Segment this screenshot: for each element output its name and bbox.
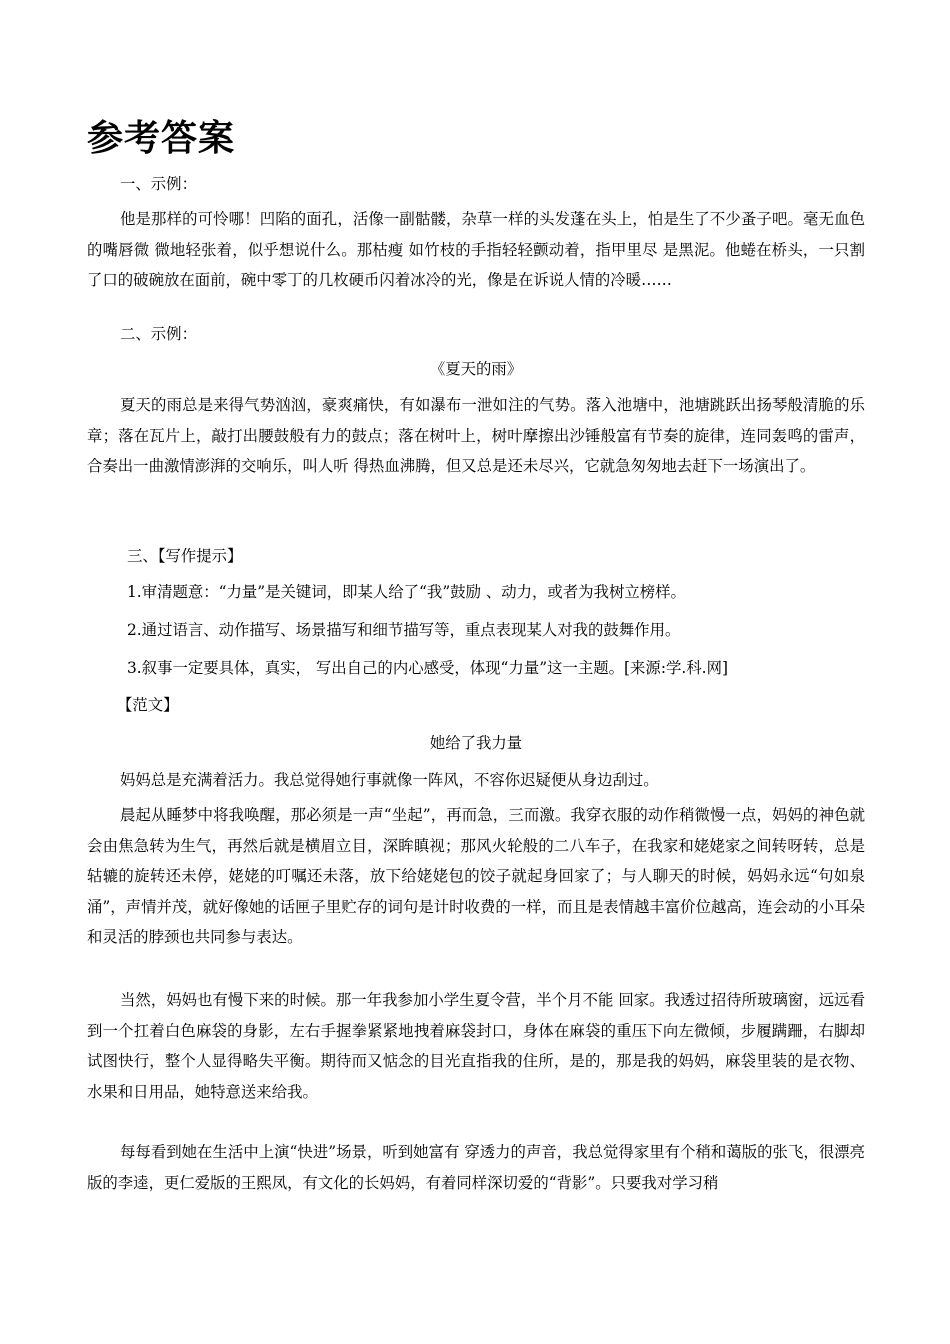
section-3-heading: 三、【写作提示】 — [127, 547, 243, 565]
writing-tip: 3.叙事一定要具体，真实， 写出自己的内心感受，体现“力量”这一主题。[来源:学.科.网] — [127, 659, 728, 677]
writing-tip: 1.审清题意：“力量”是关键词，即某人给了“我”鼓励 、动力，或者为我树立榜样。 — [127, 583, 686, 601]
essay-title: 《夏天的雨》 — [429, 360, 523, 378]
section-1-paragraph: 他是那样的可怜哪！凹陷的面孔，活像一副骷髅，杂草一样的头发蓬在头上，怕是生了不少蚤子吧。毫无血色的嘴唇微 微地轻张着，似乎想说什么。那枯瘦 如竹枝的手指轻轻颤动着，指甲里尽 是黑泥。他蜷在桥头，一只割了口的破碗放在面前，碗中零丁的几枚硬币闪着冰冷的光，像是在诉说人情的冷暖…… — [87, 210, 865, 289]
page-title: 参考答案 — [87, 117, 236, 159]
section-1-heading: 一、示例： — [120, 175, 197, 193]
model-essay-paragraph: 当然，妈妈也有慢下来的时候。那一年我参加小学生夏令营，半个月不能 回家。我透过招待所玻璃窗，远远看 到一个扛着白色麻袋的身影，左右手握拳紧紧地拽着麻袋封口，身体在麻袋的重压下向左微倾，步履蹒跚，右脚却试图快行，整个人显得略失平衡。期待而又惦念的目光直指我的住所，是的，那是我的妈妈，麻袋里装的是衣物、水果和日用品，她特意送来给我。 — [87, 991, 865, 1101]
section-2-paragraph: 夏天的雨总是来得气势汹汹，豪爽痛快，有如瀑布一泄如注的气势。落入池塘中，池塘跳跃出扬琴般清脆的乐章；落在瓦片上，敲打出腰鼓般有力的鼓点；落在树叶上，树叶摩擦出沙锤般富有节奏的旋律，连同轰鸣的雷声，合奏出一曲激情澎湃的交响乐，叫人听 得热血沸腾，但又总是还未尽兴，它就急匆匆地去赶下一场演出了。 — [87, 396, 865, 475]
model-essay-paragraph: 晨起从睡梦中将我唤醒，那必须是一声“坐起”，再而急，三而激。我穿衣服的动作稍微慢一点，妈妈的神色就会由焦急转为生气，再然后就是横眉立目，深眸瞋视；那风火轮般的二八车子，在我家和姥姥家之间转呀转，总是轱辘的旋转还未停，姥姥的叮嘱还未落，放下给姥姥包的饺子就起身回家了；与人聊天的时候，妈妈永远“句如泉涌”，声情并茂，就好像她的话匣子里贮存的词句是计时收费的一样，而且是表情越丰富价位越高，连会动的小耳朵和灵活的脖颈也共同参与表达。 — [87, 806, 865, 946]
section-2-heading: 二、示例： — [120, 325, 197, 343]
model-essay-paragraph: 妈妈总是充满着活力。我总觉得她行事就像一阵风，不容你迟疑便从身边刮过。 — [120, 771, 659, 789]
writing-tip: 2.通过语言、动作描写、场景描写和细节描写等，重点表现某人对我的鼓舞作用。 — [127, 621, 681, 639]
model-essay-paragraph: 每每看到她在生活中上演“快进”场景，听到她富有 穿透力的声音，我总觉得家里有个稍和蔼版的张飞，很漂亮版的李逵，更仁爱版的王熙凤，有文化的长妈妈，有着同样深切爱的“背影”。只要我对学习稍 — [87, 1143, 865, 1192]
model-essay-title: 她给了我力量 — [429, 734, 523, 752]
model-essay-label: 【范文】 — [117, 696, 179, 714]
